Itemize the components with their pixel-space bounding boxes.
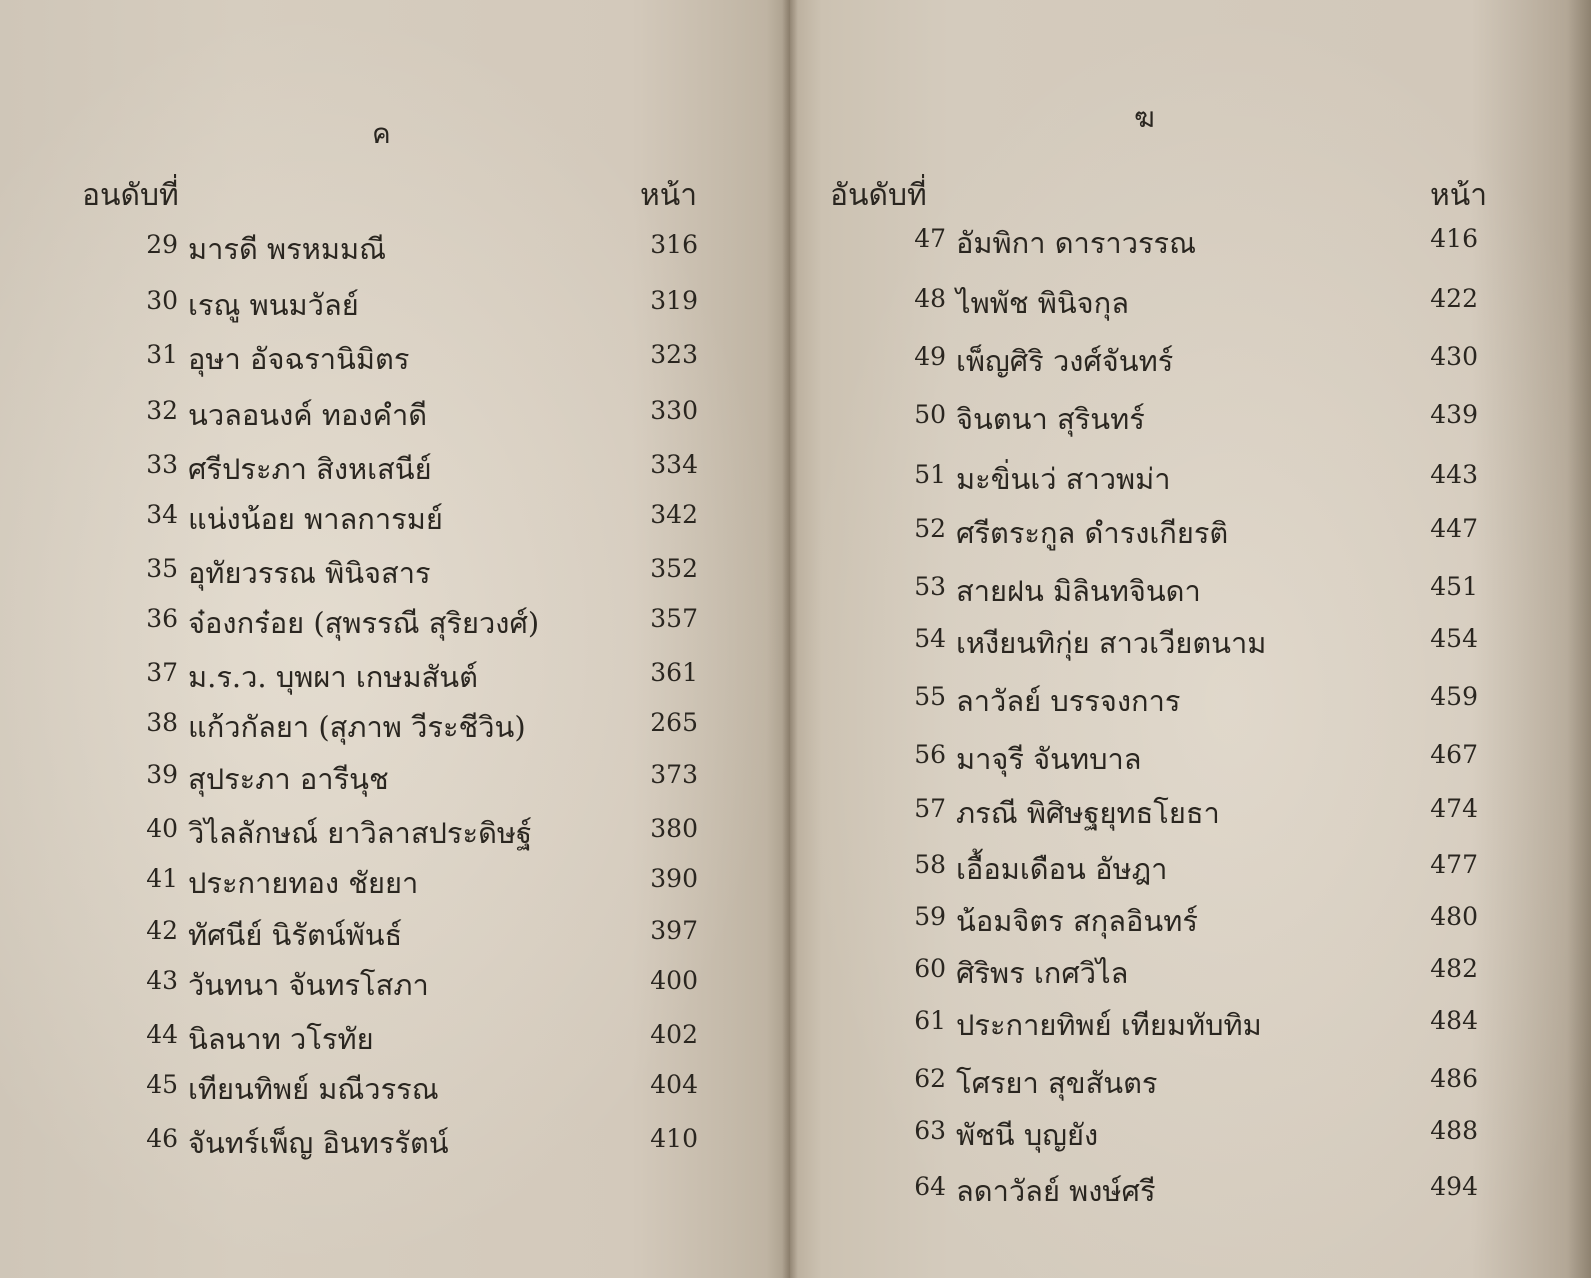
book-gutter [782,0,798,1278]
entry-page: 404 [650,1070,698,1099]
entry-name: มารดี พรหมมณี [188,232,386,266]
entry-number: 54 [914,624,946,653]
entry-name: ลดาวัลย์ พงษ์ศรี [956,1174,1156,1208]
entry-name: วิไลลักษณ์ ยาวิลาสประดิษฐ์ [188,816,533,850]
entry-number: 58 [914,850,946,879]
entry-number: 60 [914,954,946,983]
entry-name: ไพพัช พินิจกุล [956,286,1129,320]
entry-number: 33 [146,450,178,479]
column-header-order: อันดับที่ [830,178,927,213]
entry-number: 59 [914,902,946,931]
entry-number: 37 [146,658,178,687]
entry-name: เรณู พนมวัลย์ [188,288,359,322]
entry-number: 49 [914,342,946,371]
entry-name: ม.ร.ว. บุพผา เกษมสันต์ [188,660,478,694]
entry-name: โศรยา สุขสันตร [956,1066,1158,1100]
entry-name: ภรณี พิศิษฐยุทธโยธา [956,796,1220,830]
entry-page: 265 [650,708,698,737]
entry-page: 357 [650,604,698,633]
entry-name: พัชนี บุญยัง [956,1118,1099,1152]
entry-page: 439 [1430,400,1478,429]
entry-name: มะขิ่นเว่ สาวพม่า [956,462,1171,496]
entry-number: 42 [146,916,178,945]
entry-name: ศรีประภา สิงหเสนีย์ [188,452,432,486]
entry-name: ประกายทอง ชัยยา [188,866,419,900]
column-header-page: หน้า [1430,178,1488,213]
entry-number: 39 [146,760,178,789]
entry-page: 480 [1430,902,1478,931]
entry-page: 390 [650,864,698,893]
entry-page: 459 [1430,682,1478,711]
entry-page: 316 [650,230,698,259]
entry-number: 44 [146,1020,178,1049]
entry-number: 29 [146,230,178,259]
entry-number: 63 [914,1116,946,1145]
entry-page: 323 [650,340,698,369]
entry-name: อุษา อัจฉรานิมิตร [188,342,410,376]
entry-page: 494 [1430,1172,1478,1201]
entry-number: 30 [146,286,178,315]
entry-number: 56 [914,740,946,769]
entry-page: 380 [650,814,698,843]
entry-number: 50 [914,400,946,429]
entry-number: 48 [914,284,946,313]
entry-page: 352 [650,554,698,583]
entry-page: 488 [1430,1116,1478,1145]
entry-page: 443 [1430,460,1478,489]
entry-name: อัมพิกา ดาราวรรณ [956,226,1197,260]
entry-number: 41 [146,864,178,893]
entry-page: 430 [1430,342,1478,371]
entry-name: เพ็ญศิริ วงศ์จันทร์ [956,344,1174,378]
entry-page: 319 [650,286,698,315]
entry-number: 40 [146,814,178,843]
entry-page: 361 [650,658,698,687]
entry-number: 46 [146,1124,178,1153]
entry-name: มาจุรี จันทบาล [956,742,1142,776]
entry-name: จ๋องกร๋อย (สุพรรณี สุริยวงศ์) [188,606,540,640]
entry-number: 34 [146,500,178,529]
column-header-page: หน้า [640,178,698,213]
entry-name: ลาวัลย์ บรรจงการ [956,684,1181,718]
entry-page: 477 [1430,850,1478,879]
entry-page: 474 [1430,794,1478,823]
entry-name: นิลนาท วโรทัย [188,1022,374,1056]
entry-name: แน่งน้อย พาลการมย์ [188,502,443,536]
entry-name: ประกายทิพย์ เทียมทับทิม [956,1008,1262,1042]
entry-number: 52 [914,514,946,543]
entry-page: 416 [1430,224,1478,253]
entry-number: 64 [914,1172,946,1201]
page-letter: ค [372,117,391,150]
entry-name: จันทร์เพ็ญ อินทรรัตน์ [188,1126,449,1160]
entry-page: 422 [1430,284,1478,313]
entry-page: 330 [650,396,698,425]
entry-page: 486 [1430,1064,1478,1093]
entry-number: 43 [146,966,178,995]
right-page [790,0,1591,1278]
page-letter: ฆ [1134,101,1155,134]
entry-number: 47 [914,224,946,253]
entry-page: 334 [650,450,698,479]
entry-name: เทียนทิพย์ มณีวรรณ [188,1072,439,1106]
entry-number: 36 [146,604,178,633]
entry-page: 397 [650,916,698,945]
entry-name: จินตนา สุรินทร์ [956,402,1145,436]
entry-page: 451 [1430,572,1478,601]
entry-number: 62 [914,1064,946,1093]
entry-number: 35 [146,554,178,583]
entry-number: 51 [914,460,946,489]
entry-name: น้อมจิตร สกุลอินทร์ [956,904,1198,938]
entry-number: 61 [914,1006,946,1035]
entry-name: อุทัยวรรณ พินิจสาร [188,556,431,590]
entry-page: 373 [650,760,698,789]
entry-name: สายฝน มิลินทจินดา [956,574,1201,608]
entry-number: 45 [146,1070,178,1099]
entry-name: แก้วกัลยา (สุภาพ วีระชีวิน) [188,710,526,744]
entry-page: 447 [1430,514,1478,543]
column-header-order: อนดับที่ [82,178,179,213]
entry-name: สุประภา อารีนุช [188,762,389,796]
entry-page: 482 [1430,954,1478,983]
entry-number: 31 [146,340,178,369]
entry-number: 55 [914,682,946,711]
entry-page: 400 [650,966,698,995]
entry-name: ทัศนีย์ นิรัตน์พันธ์ [188,918,403,952]
entry-number: 53 [914,572,946,601]
left-page [0,0,790,1278]
entry-name: นวลอนงค์ ทองคำดี [188,398,428,432]
entry-name: วันทนา จันทรโสภา [188,968,429,1002]
entry-name: ศิริพร เกศวิไล [956,956,1129,990]
entry-page: 410 [650,1124,698,1153]
entry-page: 402 [650,1020,698,1049]
entry-name: เอื้อมเดือน อัษฎา [956,852,1168,886]
entry-page: 454 [1430,624,1478,653]
entry-page: 484 [1430,1006,1478,1035]
entry-number: 57 [914,794,946,823]
entry-name: ศรีตระกูล ดำรงเกียรติ [956,516,1229,550]
entry-page: 467 [1430,740,1478,769]
entry-page: 342 [650,500,698,529]
entry-name: เหงียนทิกุ่ย สาวเวียตนาม [956,626,1267,660]
entry-number: 38 [146,708,178,737]
entry-number: 32 [146,396,178,425]
